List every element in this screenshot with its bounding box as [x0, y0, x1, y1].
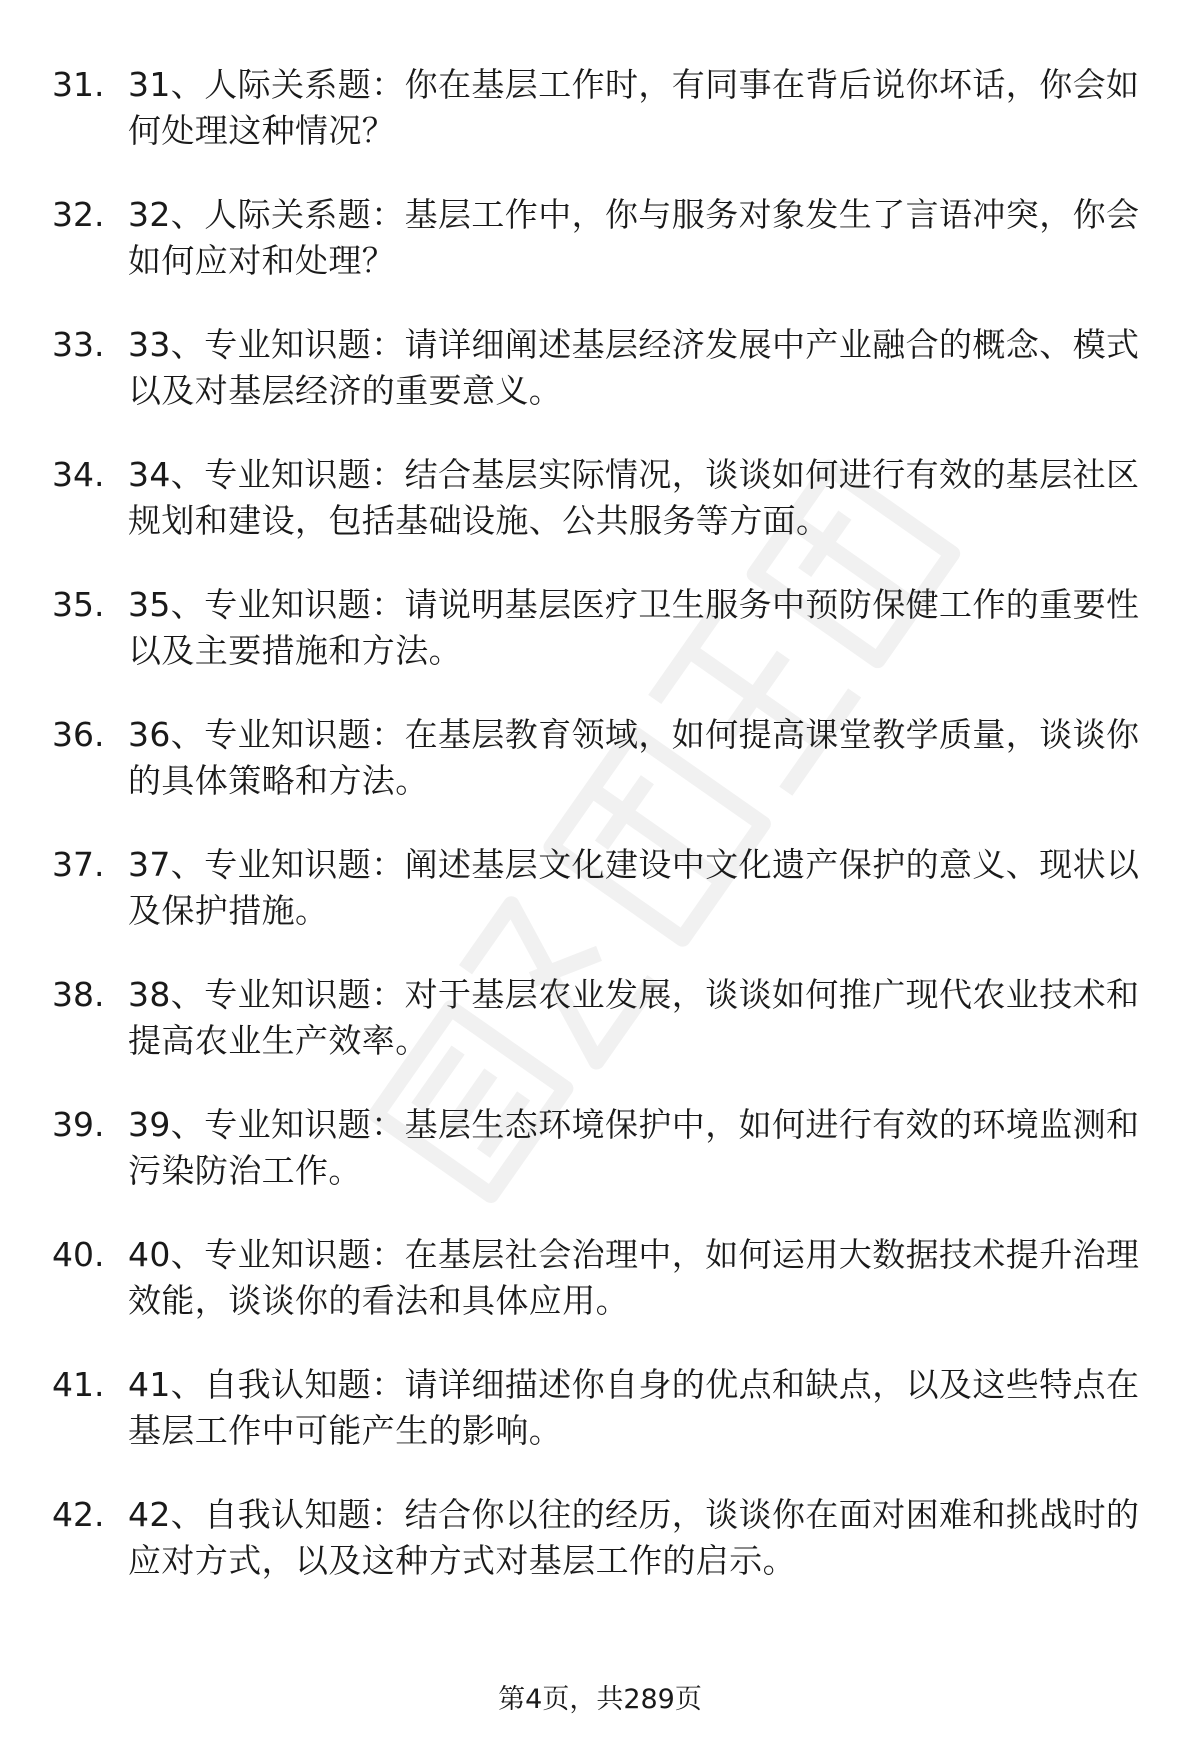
question-number: 42. [52, 1495, 105, 1534]
question-number: 36. [52, 715, 105, 754]
question-text: 34、专业知识题：结合基层实际情况，谈谈如何进行有效的基层社区规划和建设，包括基础设施、公共服务等方面。 [128, 455, 1140, 540]
question-number: 35. [52, 585, 105, 624]
question-text: 37、专业知识题：阐述基层文化建设中文化遗产保护的意义、现状以及保护措施。 [128, 845, 1140, 930]
question-text: 33、专业知识题：请详细阐述基层经济发展中产业融合的概念、模式以及对基层经济的重要意义。 [128, 325, 1140, 410]
question-text: 42、自我认知题：结合你以往的经历，谈谈你在面对困难和挑战时的应对方式，以及这种方式对基层工作的启示。 [128, 1495, 1140, 1580]
question-text: 31、人际关系题：你在基层工作时，有同事在背后说你坏话，你会如何处理这种情况？ [128, 65, 1140, 150]
question-number: 40. [52, 1235, 105, 1274]
question-item [0, 62, 1200, 192]
question-item [0, 1102, 1200, 1232]
question-number: 34. [52, 455, 105, 494]
question-text: 40、专业知识题：在基层社会治理中，如何运用大数据技术提升治理效能，谈谈你的看法和具体应用。 [128, 1235, 1140, 1320]
question-text: 32、人际关系题：基层工作中，你与服务对象发生了言语冲突，你会如何应对和处理？ [128, 195, 1140, 280]
question-item [0, 322, 1200, 452]
question-item [0, 582, 1200, 712]
question-text: 35、专业知识题：请说明基层医疗卫生服务中预防保健工作的重要性以及主要措施和方法。 [128, 585, 1140, 670]
question-text: 41、自我认知题：请详细描述你自身的优点和缺点，以及这些特点在基层工作中可能产生的影响。 [128, 1365, 1140, 1450]
question-list [0, 62, 1200, 1622]
question-number: 37. [52, 845, 105, 884]
question-number: 33. [52, 325, 105, 364]
question-text: 38、专业知识题：对于基层农业发展，谈谈如何推广现代农业技术和提高农业生产效率。 [128, 975, 1140, 1060]
question-text: 39、专业知识题：基层生态环境保护中，如何进行有效的环境监测和污染防治工作。 [128, 1105, 1140, 1190]
question-item [0, 452, 1200, 582]
question-number: 32. [52, 195, 105, 234]
question-text: 36、专业知识题：在基层教育领域，如何提高课堂教学质量，谈谈你的具体策略和方法。 [128, 715, 1140, 800]
question-number: 38. [52, 975, 105, 1014]
question-item [0, 712, 1200, 842]
question-number: 41. [52, 1365, 105, 1404]
question-number: 39. [52, 1105, 105, 1144]
page-footer: 第4页，共289页 [498, 1684, 702, 1715]
question-item [0, 1232, 1200, 1362]
question-item [0, 192, 1200, 322]
question-item [0, 1492, 1200, 1622]
question-item [0, 1362, 1200, 1492]
question-item [0, 842, 1200, 972]
question-number: 31. [52, 65, 105, 104]
question-item [0, 972, 1200, 1102]
